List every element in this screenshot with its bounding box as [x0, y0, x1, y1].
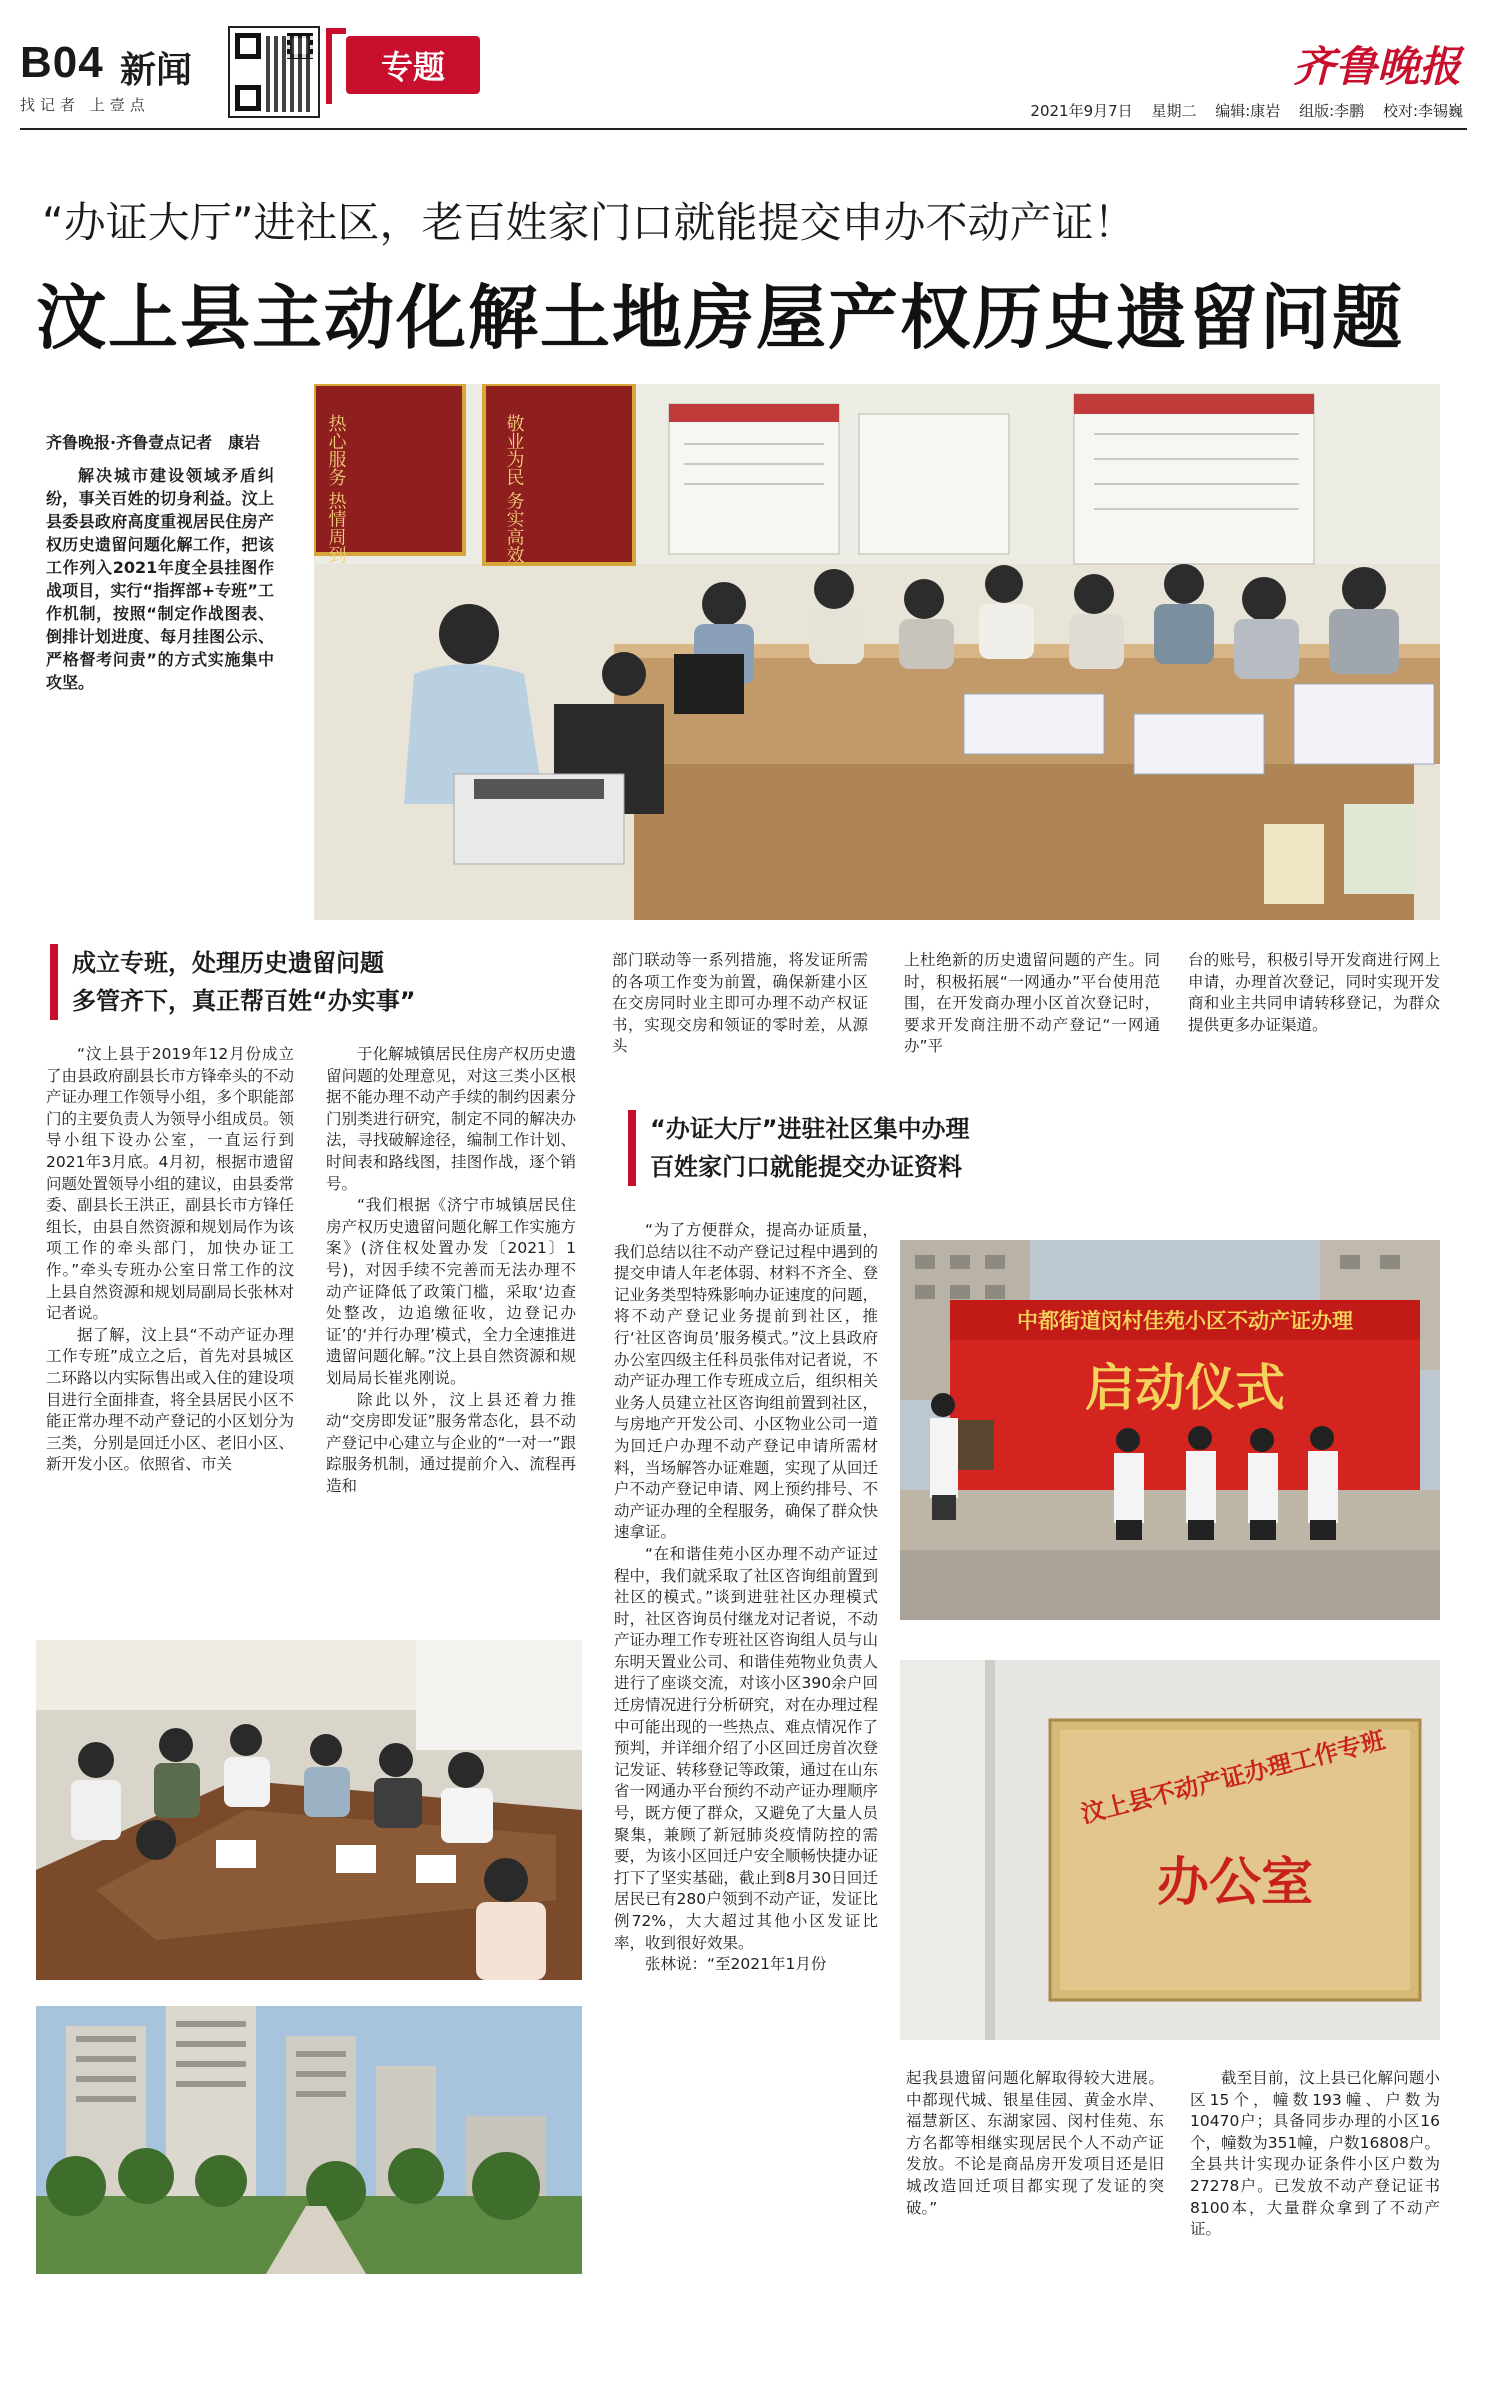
section-name: 新闻 [120, 50, 193, 91]
banner-top-text: 中都街道闵村佳苑小区不动产证办理 [1017, 1309, 1353, 1333]
plaque-arc-text: 汶上县不动产证办理工作专班 [1078, 1725, 1388, 1829]
paragraph: 于化解城镇居民住房产权历史遗留问题的处理意见，对这三类小区根据不能办理不动产手续的制约因素分门别类进行研究，制定不同的解决办法，寻找破解途径，编制工作计划、时间表和路线图，挂图作战，逐个销号。 [326, 1045, 576, 1193]
section1-heading-line2: 多管齐下，真正帮百姓“办实事” [72, 987, 416, 1015]
issue-date: 2021年9月7日 [1030, 102, 1133, 120]
paragraph: 据了解，汶上县“不动产证办理工作专班”成立之后，首先对县城区二环路以内实际售出或入住的建设项目进行全面排查，将全县居民小区不能正常办理不动产登记的小区划分为三类，分别是回迁小区、老旧小区、新开发小区。依照省、市关 [46, 1325, 295, 1474]
paragraph: “在和谐佳苑小区办理不动产证过程中，我们就采取了社区咨询组前置到社区的模式。”谈到进驻社区办理模式时，社区咨询员付继龙对记者说，不动产证办理工作专班社区咨询组人员与山东明天置业公司、和谐佳苑物业负责人进行了座谈交流，对该小区390余户回迁房情况进行分析研究，对在办理过程中可能出现的一些热点、难点情况作了预判，并详细介绍了小区回迁房首次登记发证、转移登记等政策，通过在山东省一网通办平台预约不动产证办理顺序号，既方便了群众，又避免了大量人员聚集，兼顾了新冠肺炎疫情防控的需要，为该小区回迁户安全顺畅快捷办证打下了坚实基础，截止到8月30日回迁居民已有280户领到不动产证，发证比例72%，大大超过其他小区发证比率，收到很好效果。 [614, 1544, 878, 1952]
service-hall-photo [314, 384, 1440, 920]
proofreader: 校对:李锡巍 [1382, 102, 1463, 120]
section1-heading-line1: 成立专班，处理历史遗留问题 [72, 949, 384, 977]
topic-bracket [326, 28, 346, 104]
slogan: 找记者 上壹点 [20, 96, 150, 114]
editor: 编辑:康岩 [1215, 102, 1281, 120]
byline: 齐鲁晚报·齐鲁壹点记者 康岩 [46, 433, 261, 452]
section2-column-3 [1190, 2068, 1440, 2241]
paragraph: 张林说：“至2021年1月份 [645, 1955, 827, 1974]
issue-meta [1016, 100, 1463, 121]
section2-heading [628, 1110, 1210, 1186]
topic-badge: 专题 [346, 36, 480, 94]
meeting-photo [36, 1640, 582, 1980]
section1-column-4 [904, 950, 1160, 1058]
masthead-logo: 齐鲁晚报 [1292, 42, 1461, 91]
paragraph: 起我县遗留问题化解取得较大进展。中都现代城、银星佳园、黄金水岸、福慧新区、东湖家园、闵村佳苑、东方名都等相继实现居民个人不动产证发放。不论是商品房开发项目还是旧城改造回迁项目都实现了发证的突破。” [906, 2069, 1164, 2217]
paragraph: “我们根据《济宁市城镇居民住房产权历史遗留问题化解工作实施方案》(济住权处置办发〔2021〕1号)，对因手续不完善而无法办理不动产证降低了政策门槛，采取‘边查处整改，边追缴征收，边登记办证’的‘并行办理’模式，全力全速推进遗留问题化解。”汶上县自然资源和规划局局长崔兆刚说。 [326, 1196, 576, 1387]
section2-column-2 [906, 2068, 1164, 2219]
paragraph: “为了方便群众，提高办证质量，我们总结以往不动产登记过程中遇到的提交申请人年老体弱、材料不齐全、登记业务类型特殊影响办证速度的问题，将不动产登记业务提前到社区，推行‘社区咨询员’服务模式。”汶上县政府办公室四级主任科员张伟对记者说，不动产证办理工作专班成立后，组织相关业务人员建立社区咨询组前置到社区，与房地产开发公司、小区物业公司一道为回迁户办理不动产登记申请所需材料，当场解答办证难题，实现了从回迁户不动产登记申请、网上预约排号、不动产证办理的全程服务，确保了群众快速拿证。 [614, 1221, 878, 1542]
hall-flag-right: 敬业为民 务实高效 [503, 414, 525, 564]
section1-column-1 [46, 1044, 294, 1476]
paragraph: 上杜绝新的历史遗留问题的产生。同时，积极拓展“一网通办”平台使用范围，在开发商办理小区首次登记时，要求开发商注册不动产登记“一网通办”平 [904, 951, 1160, 1056]
header-divider [20, 128, 1467, 130]
banner-main-text: 启动仪式 [1085, 1359, 1285, 1417]
section2-column-1 [614, 1220, 878, 1976]
section1-column-3 [612, 950, 868, 1058]
paragraph: 部门联动等一系列措施，将发证所需的各项工作变为前置，确保新建小区在交房同时业主即可办理不动产权证书，实现交房和领证的零时差，从源头 [612, 951, 868, 1056]
lead-paragraph: 解决城市建设领域矛盾纠纷，事关百姓的切身利益。汶上县委县政府高度重视居民住房产权历史遗留问题化解工作，把该工作列入2021年度全县挂图作战项目，实行“指挥部+专班”工作机制，按照“制定作战图表、倒排计划进度、每月挂图公示、严格督考问责”的方式实施集中攻坚。 [46, 466, 274, 692]
headline: 汶上县主动化解土地房屋产权历史遗留问题 [36, 277, 1404, 359]
paragraph: 除此以外，汶上县还着力推动“交房即发证”服务常态化，县不动产登记中心建立与企业的“一对一”跟踪服务机制，通过提前介入、流程再造和 [326, 1390, 576, 1495]
section1-heading [50, 944, 592, 1020]
section2-heading-line1: “办证大厅”进驻社区集中办理 [650, 1115, 970, 1143]
paragraph: “汶上县于2019年12月份成立了由县政府副县长市方锋牵头的不动产证办理工作领导小组，多个职能部门的主要负责人为领导小组成员。领导小组下设办公室，一直运行到2021年3月底。4月初，根据市遗留问题处置领导小组的建议，由县委常委、副县长王洪正，副县长市方锋任组长，由县自然资源和规划局作为该项工作的牵头部门，加快办证工作。”牵头专班办公室日常工作的汶上县自然资源和规划局副局长张林对记者说。 [46, 1045, 295, 1323]
hall-flag-left: 热心服务 热情周到 [325, 414, 347, 564]
section1-column-5 [1188, 950, 1440, 1036]
section2-heading-line2: 百姓家门口就能提交办证资料 [650, 1153, 962, 1181]
page-number: B04 [20, 38, 104, 87]
plaque-main-text: 办公室 [1156, 1853, 1314, 1913]
launch-ceremony-photo [900, 1240, 1440, 1620]
residential-community-photo [36, 2006, 582, 2274]
office-plaque-photo [900, 1660, 1440, 2040]
subheadline: “办证大厅”进社区，老百姓家门口就能提交申办不动产证！ [42, 198, 1136, 247]
layout-editor: 组版:李鹏 [1299, 102, 1365, 120]
section1-column-2 [326, 1044, 576, 1497]
qr-code-icon[interactable] [228, 26, 320, 118]
paragraph: 台的账号，积极引导开发商进行网上申请，办理首次登记，同时实现开发商和业主共同申请转移登记，为群众提供更多办证渠道。 [1188, 951, 1440, 1034]
issue-weekday: 星期二 [1151, 102, 1197, 120]
paragraph: 截至目前，汶上县已化解问题小区15个，幢数193幢、户数为10470户；具备同步办理的小区16个，幢数为351幢，户数16808户。全县共计实现办证条件小区户数为27278户。已发放不动产登记证书8100本，大量群众拿到了不动产证。 [1190, 2069, 1440, 2239]
